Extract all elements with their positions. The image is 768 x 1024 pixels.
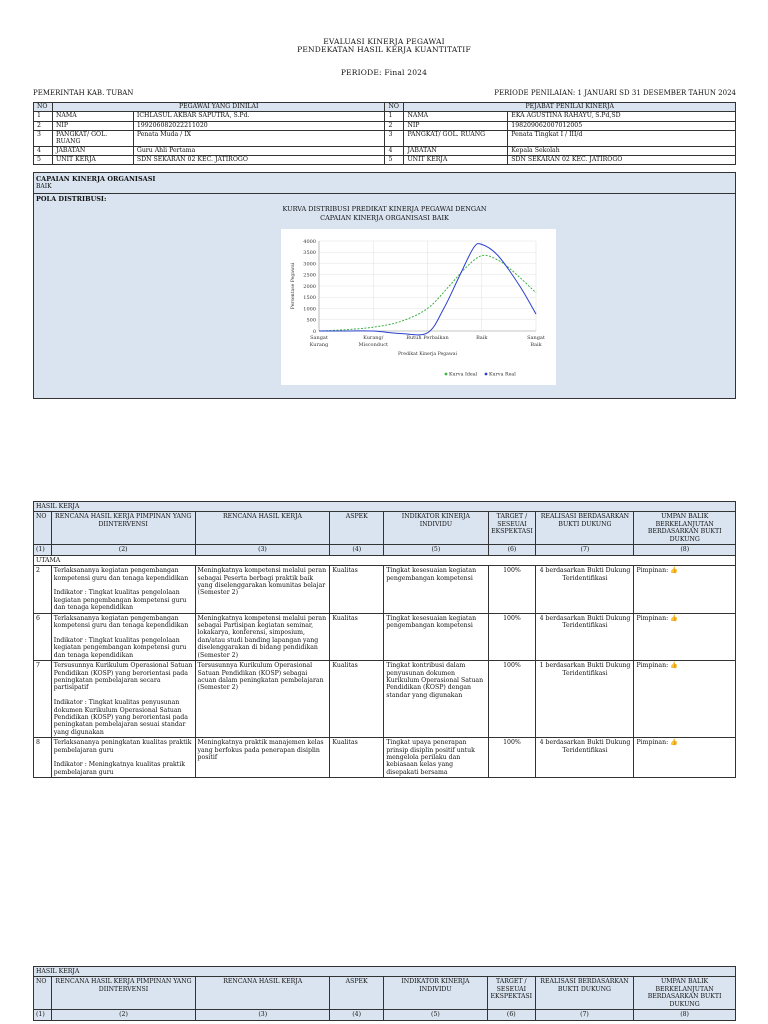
pejabat-field-value: Penata Tingkat I / III/d <box>508 130 736 146</box>
target: 100% <box>488 566 536 613</box>
column-header: TARGET / SESEUAI EKSPEKTASI <box>487 977 535 1010</box>
column-header: ASPEK <box>330 512 384 545</box>
target: 100% <box>488 661 536 738</box>
col-no: NO <box>34 103 53 112</box>
pejabat-field-value: 198209062007012005 <box>508 121 736 130</box>
pegawai-field-value: 199206082022211020 <box>133 121 385 130</box>
column-number: (5) <box>384 545 488 555</box>
y-tick-label: 3000 <box>303 261 316 268</box>
column-header: NO <box>34 977 52 1010</box>
y-tick-label: 1500 <box>303 295 316 302</box>
column-header: INDIKATOR KINERJA INDIVIDU <box>384 512 488 545</box>
identity-row <box>34 112 736 121</box>
column-number: (4) <box>330 545 384 555</box>
column-header-row <box>34 977 736 1010</box>
column-header: INDIKATOR KINERJA INDIVIDU <box>384 977 488 1010</box>
column-number: (7) <box>535 1010 633 1020</box>
pejabat-field-value: SDN SEKARAN 02 KEC. JATIROGO <box>508 156 736 165</box>
column-number: (3) <box>196 1010 330 1020</box>
y-axis-title: Persentase Pegawai <box>291 262 296 310</box>
chart-title-line2: CAPAIAN KINERJA ORGANISASI BAIK <box>320 214 449 222</box>
legend-label: Kurva Ideal <box>449 372 478 378</box>
pegawai-no: 5 <box>34 156 53 165</box>
column-number: (2) <box>51 1010 195 1020</box>
rhk-pimpinan: Terlaksananya kegiatan pengembangan kompetensi guru dan tenaga kependidikan Indikator : Tingkat kualitas pengelolaan kegiatan pengembangan kompetensi guru dan tenaga kependidikan <box>51 613 195 660</box>
section-label-row <box>34 967 736 977</box>
hasil-kerja-table <box>33 501 736 778</box>
realisasi: 1 berdasarkan Bukti Dukung Teridentifikasi <box>536 661 634 738</box>
identity-table <box>33 102 736 165</box>
x-tick-label: Butuh Perbaikan <box>406 335 449 341</box>
col-no: NO <box>385 103 404 112</box>
rhk-pimpinan: Tersusunnya Kurikulum Operasional Satuan Pendidikan (KOSP) yang berorientasi pada peningkatan pembelajaran secara partisipatif Indikator : Tingkat kualitas penyusunan dokumen Kurikulum Operasional Satuan Pendidikan (KOSP) yang berorientasi pada peningkatan pembelajaran sesuai standar yang digunakan <box>51 661 195 738</box>
table-row <box>34 566 736 613</box>
x-tick-label: Sangat Kurang <box>309 335 329 348</box>
umpan-balik: Pimpinan: 👍 <box>634 661 736 738</box>
instansi: PEMERINTAH KAB. TUBAN <box>33 89 134 97</box>
pejabat-field-label: NAMA <box>404 112 508 121</box>
column-header: TARGET / SESEUAI EKSPEKTASI <box>488 512 536 545</box>
y-tick-label: 4000 <box>303 238 316 245</box>
umpan-balik: Pimpinan: 👍 <box>634 738 736 778</box>
pejabat-no: 4 <box>385 146 404 155</box>
chart-title <box>34 205 735 223</box>
column-header: REALISASI BERDASARKAN BUKTI DUKUNG <box>535 977 633 1010</box>
column-number-row <box>34 545 736 555</box>
umpan-balik: Pimpinan: 👍 <box>634 613 736 660</box>
pejabat-no: 5 <box>385 156 404 165</box>
pejabat-field-label: JABATAN <box>404 146 508 155</box>
column-number: (2) <box>51 545 195 555</box>
column-header: RENCANA HASIL KERJA <box>196 977 330 1010</box>
identity-row <box>34 121 736 130</box>
x-tick-label: Sangat Baik <box>527 335 545 348</box>
rhk: Meningkatnya kompetensi melalui peran sebagai Peserta berbagi praktik baik yang diselenggarakan komunitas belajar (Semester 2) <box>195 566 330 613</box>
realisasi: 4 berdasarkan Bukti Dukung Teridentifikasi <box>536 566 634 613</box>
group-label: UTAMA <box>34 555 736 565</box>
y-tick-label: 1000 <box>303 306 316 313</box>
identity-row <box>34 130 736 146</box>
table-row <box>34 613 736 660</box>
realisasi: 4 berdasarkan Bukti Dukung Teridentifikasi <box>536 738 634 778</box>
column-header: RENCANA HASIL KERJA PIMPINAN YANG DIINTERVENSI <box>51 977 195 1010</box>
column-header: UMPAN BALIK BERKELANJUTAN BERDASARKAN BUKTI DUKUNG <box>634 977 736 1010</box>
umpan-balik: Pimpinan: 👍 <box>634 566 736 613</box>
column-header-row <box>34 512 736 545</box>
pegawai-field-value: ICHLASUL AKBAR SAPUTRA, S.Pd. <box>133 112 385 121</box>
y-tick-label: 2500 <box>303 272 316 279</box>
column-number: (3) <box>195 545 330 555</box>
column-number: (4) <box>330 1010 384 1020</box>
pegawai-no: 4 <box>34 146 53 155</box>
column-number: (8) <box>634 1010 736 1020</box>
pegawai-no: 2 <box>34 121 53 130</box>
pegawai-field-label: JABATAN <box>52 146 133 155</box>
x-axis-title: Predikat Kinerja Pegawai <box>397 352 458 357</box>
legend-label: Kurva Real <box>489 372 516 378</box>
table-row <box>34 738 736 778</box>
rhk: Tersusunnya Kurikulum Operasional Satuan Pendidikan (KOSP) sebagai acuan dalam peningkatan pembelajaran (Semester 2) <box>195 661 330 738</box>
pola-label: POLA DISTRIBUSI: <box>36 195 107 203</box>
row-no: 8 <box>34 738 52 778</box>
indikator: Tingkat kesesuaian kegiatan pengembangan kompetensi <box>384 566 488 613</box>
pejabat-header: PEJABAT PENILAI KINERJA <box>404 103 736 112</box>
column-number: (1) <box>34 1010 52 1020</box>
aspek: Kualitas <box>330 566 384 613</box>
hasil-kerja-label: HASIL KERJA <box>34 967 736 977</box>
indikator: Tingkat upaya penerapan prinsip disiplin positif untuk mengelola perilaku dan kebiasaan kelas yang disepakati bersama <box>384 738 488 778</box>
y-tick-label: 500 <box>306 317 316 324</box>
column-number: (8) <box>634 545 736 555</box>
pejabat-no: 2 <box>385 121 404 130</box>
pegawai-field-value: Guru Ahli Pertama <box>133 146 385 155</box>
aspek: Kualitas <box>330 613 384 660</box>
aspek: Kualitas <box>330 661 384 738</box>
row-no: 6 <box>34 613 52 660</box>
column-header: ASPEK <box>330 977 384 1010</box>
y-tick-label: 2000 <box>303 283 316 290</box>
indikator: Tingkat kontribusi dalam penyusunan dokumen Kurikulum Operasional Satuan Pendidikan (KOSP) dengan standar yang digunakan <box>384 661 488 738</box>
chart-title-line1: KURVA DISTRIBUSI PREDIKAT KINERJA PEGAWAI DENGAN <box>282 205 487 213</box>
y-tick-label: 3500 <box>303 250 316 257</box>
identity-header-row <box>34 103 736 112</box>
periode-penilaian: PERIODE PENILAIAN: 1 JANUARI SD 31 DESEMBER TAHUN 2024 <box>494 89 736 97</box>
column-header: RENCANA HASIL KERJA <box>195 512 330 545</box>
rhk: Meningkatnya praktik manajemen kelas yang berfokus pada penerapan disiplin positif <box>195 738 330 778</box>
rhk-pimpinan: Terlaksananya peningkatan kualitas praktik pembelajaran guru Indikator : Meningkatnya kualitas praktik pembelajaran guru <box>51 738 195 778</box>
legend-marker <box>445 373 448 376</box>
row-no: 2 <box>34 566 52 613</box>
pegawai-field-value: Penata Muda / IX <box>133 130 385 146</box>
identity-row <box>34 156 736 165</box>
doc-title: EVALUASI KINERJA PEGAWAI <box>323 37 445 46</box>
column-header: NO <box>34 512 52 545</box>
identity-row <box>34 146 736 155</box>
target: 100% <box>488 738 536 778</box>
pejabat-field-label: PANGKAT/ GOL. RUANG <box>404 130 508 146</box>
capaian-section <box>33 172 736 399</box>
pejabat-field-value: EKA AGUSTINA RAHAYU, S.Pd,SD <box>508 112 736 121</box>
column-header: REALISASI BERDASARKAN BUKTI DUKUNG <box>536 512 634 545</box>
pegawai-no: 1 <box>34 112 53 121</box>
chart-svg <box>281 229 556 385</box>
rhk: Meningkatnya kompetensi melalui peran sebagai Partisipan kegiatan seminar, lokakarya, konferensi, simposium, dan/atau studi banding lapangan yang diselenggarakan di bidang pendidikan (Semester 2) <box>195 613 330 660</box>
pegawai-field-label: NIP <box>52 121 133 130</box>
column-header: RENCANA HASIL KERJA PIMPINAN YANG DIINTERVENSI <box>51 512 195 545</box>
header-row <box>33 89 736 97</box>
pegawai-field-label: PANGKAT/ GOL. RUANG <box>52 130 133 146</box>
column-number: (5) <box>384 1010 488 1020</box>
indikator: Tingkat kesesuaian kegiatan pengembangan kompetensi <box>384 613 488 660</box>
capaian-label: CAPAIAN KINERJA ORGANISASI <box>36 175 156 183</box>
pegawai-header: PEGAWAI YANG DINILAI <box>52 103 384 112</box>
column-number: (1) <box>34 545 52 555</box>
realisasi: 4 berdasarkan Bukti Dukung Teridentifikasi <box>536 613 634 660</box>
hasil-kerja-table-continued <box>33 966 736 1021</box>
pegawai-no: 3 <box>34 130 53 146</box>
aspek: Kualitas <box>330 738 384 778</box>
column-number: (6) <box>487 1010 535 1020</box>
pegawai-field-label: UNIT KERJA <box>52 156 133 165</box>
column-number-row <box>34 1010 736 1020</box>
section-label-row <box>34 502 736 512</box>
target: 100% <box>488 613 536 660</box>
column-number: (7) <box>536 545 634 555</box>
legend-marker <box>485 373 488 376</box>
doc-subtitle: PENDEKATAN HASIL KERJA KUANTITATIF <box>297 45 471 54</box>
column-number: (6) <box>488 545 536 555</box>
pejabat-field-label: NIP <box>404 121 508 130</box>
y-tick-label: 0 <box>312 328 316 335</box>
x-tick-label: Baik <box>476 335 488 341</box>
rhk-pimpinan: Terlaksananya kegiatan pengembangan kompetensi guru dan tenaga kependidikan Indikator : Tingkat kualitas pengelolaan kegiatan pengembangan kompetensi guru dan tenaga kependidikan <box>51 566 195 613</box>
pegawai-field-value: SDN SEKARAN 02 KEC. JATIROGO <box>133 156 385 165</box>
group-row <box>34 555 736 565</box>
doc-period: PERIODE: Final 2024 <box>340 68 428 77</box>
capaian-value: BAIK <box>36 183 52 190</box>
row-no: 7 <box>34 661 52 738</box>
x-tick-label: Kurang/ Misconduct <box>358 335 389 348</box>
distribution-chart <box>281 229 556 385</box>
pejabat-no: 1 <box>385 112 404 121</box>
column-header: UMPAN BALIK BERKELANJUTAN BERDASARKAN BUKTI DUKUNG <box>634 512 736 545</box>
pejabat-field-label: UNIT KERJA <box>404 156 508 165</box>
hasil-kerja-label: HASIL KERJA <box>34 502 736 512</box>
pejabat-no: 3 <box>385 130 404 146</box>
pejabat-field-value: Kepala Sekolah <box>508 146 736 155</box>
table-row <box>34 661 736 738</box>
pegawai-field-label: NAMA <box>52 112 133 121</box>
